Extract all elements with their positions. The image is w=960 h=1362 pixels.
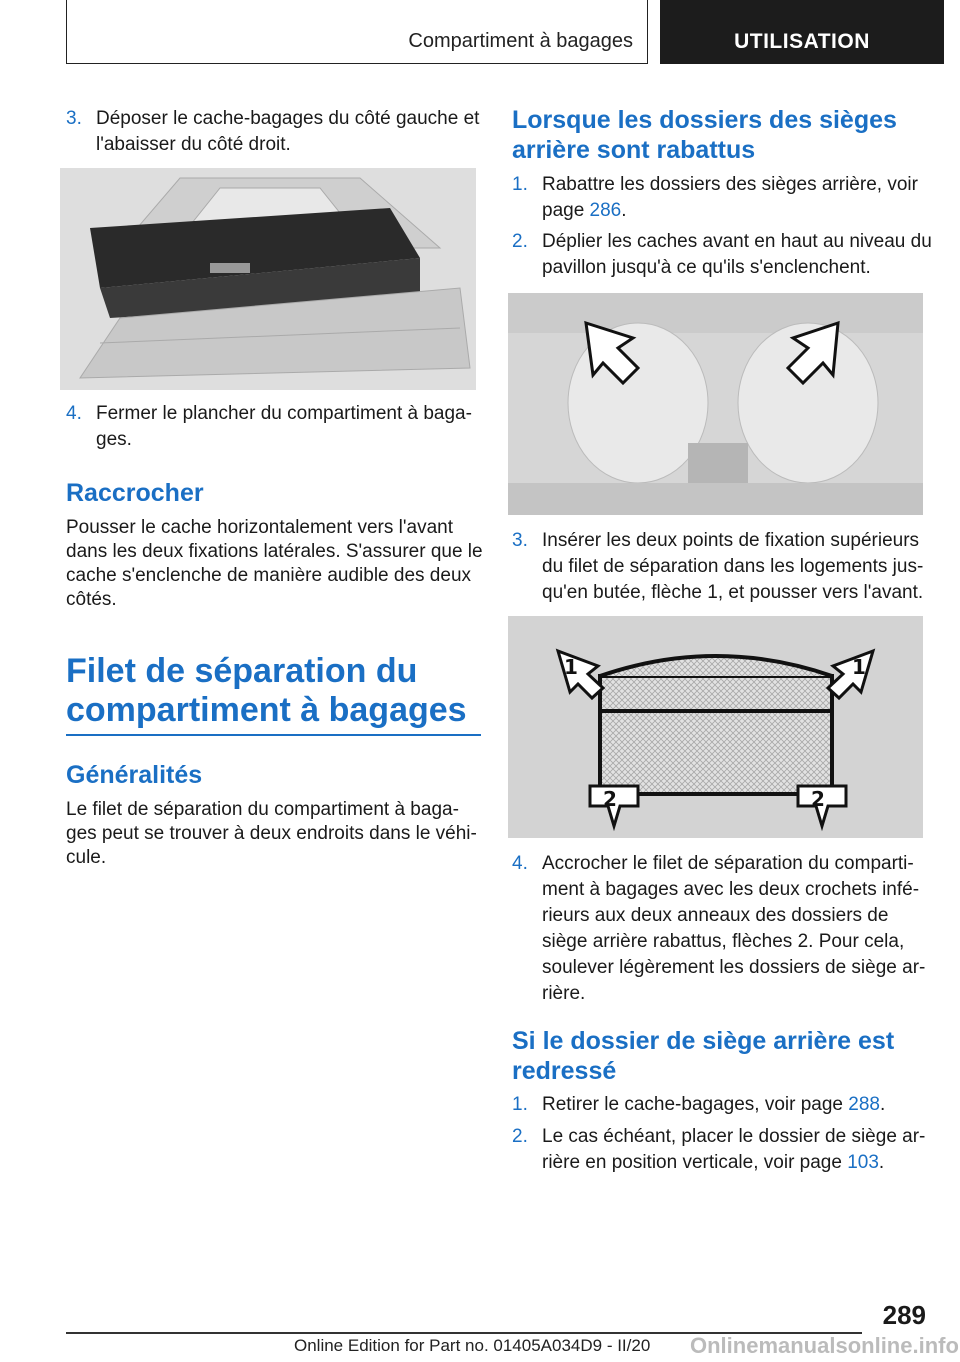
heading-raccrocher: Raccrocher [66, 479, 204, 507]
right-redresse-step-1 [512, 1092, 932, 1118]
step-text-body: Retirer le cache-bagages, voir page [542, 1094, 849, 1115]
right-step-1 [512, 172, 932, 224]
heading-filet-separation: Filet de séparation du compartiment à bagages [66, 652, 467, 729]
page-link-103[interactable]: 103 [847, 1152, 879, 1173]
step-text: Déposer le cache-bagages du côté gauche et l'abaisser du côté droit. [96, 108, 480, 155]
step-text-body: Rabattre les dossiers des sièges arrière, voir page [542, 174, 918, 221]
step-number: 1. [512, 1094, 528, 1115]
right-redresse-step-2 [512, 1124, 932, 1176]
paragraph-raccrocher: Pousser le cache horizontalement vers l'avant dans les deux fixations latérales. S'assurer que le cache s'enclenche de manière audible des deux côtés. [66, 517, 483, 610]
step-text: Insérer les deux points de fixation supérieurs du filet de séparation dans les logements jus-qu'en butée, flèche 1, et pousser vers l'avant. [542, 530, 924, 603]
page-link-288[interactable]: 288 [848, 1094, 880, 1115]
step-number: 2. [512, 1126, 528, 1147]
figure-seats-arrows [508, 293, 923, 515]
step-number: 3. [512, 530, 528, 551]
step-number: 4. [66, 403, 82, 424]
step-number: 1. [512, 174, 528, 195]
figure-label-2-right: 2 [811, 787, 825, 811]
step-text [542, 1124, 932, 1176]
footer-watermark: Onlinemanualsonline.info [690, 1333, 959, 1358]
step-number: 3. [66, 108, 82, 129]
step-text [542, 172, 932, 224]
figure-net-arrows [508, 616, 923, 838]
page-link-286[interactable]: 286 [589, 200, 622, 221]
page-number: 289 [882, 1300, 926, 1330]
heading-rule [66, 734, 481, 736]
step-text: Accrocher le filet de séparation du comparti-ment à bagages avec les deux crochets infé-rieurs aux deux anneaux des dossiers de siège arrière rabattus, flèches 2. Pour cela, soulever légèrement les dossiers de siège ar-rière. [542, 853, 926, 1004]
right-step-4 [512, 851, 932, 1007]
heading-generalites: Généralités [66, 761, 203, 789]
figure-label-1-left: 1 [564, 655, 578, 679]
paragraph-generalites: Le filet de séparation du compartiment à baga-ges peut se trouver à deux endroits dans le véhi-cule. [66, 799, 477, 868]
left-step-4 [66, 401, 486, 453]
step-text: Déplier les caches avant en haut au niveau du pavillon jusqu'à ce qu'ils s'enclenchent. [542, 231, 932, 278]
header-chapter-tab: UTILISATION [660, 0, 944, 64]
left-step-3 [66, 106, 486, 158]
figure-label-2-left: 2 [603, 787, 617, 811]
step-text [542, 1092, 932, 1118]
figure-cargo-cover [60, 168, 476, 390]
right-step-3 [512, 528, 932, 606]
header-section-box [66, 0, 648, 64]
step-text-end: . [621, 200, 627, 221]
step-text-end: . [880, 1094, 886, 1115]
step-number: 4. [512, 853, 528, 874]
right-step-2 [512, 229, 932, 281]
step-number: 2. [512, 231, 528, 252]
footer-edition: Online Edition for Part no. 01405A034D9 - II/20 [294, 1336, 651, 1355]
step-text: Fermer le plancher du compartiment à baga-ges. [96, 403, 472, 450]
step-text-end: . [878, 1152, 885, 1173]
figure-label-1-right: 1 [852, 655, 866, 679]
heading-redresse: Si le dossier de siège arrière est redressé [512, 1027, 895, 1085]
header-section-title: Compartiment à bagages [408, 30, 633, 52]
step-text-body: Le cas échéant, placer le dossier de siège ar-rière en position verticale, voir page [542, 1126, 926, 1173]
heading-lorsque: Lorsque les dossiers des sièges arrière sont rabattus [512, 106, 897, 164]
